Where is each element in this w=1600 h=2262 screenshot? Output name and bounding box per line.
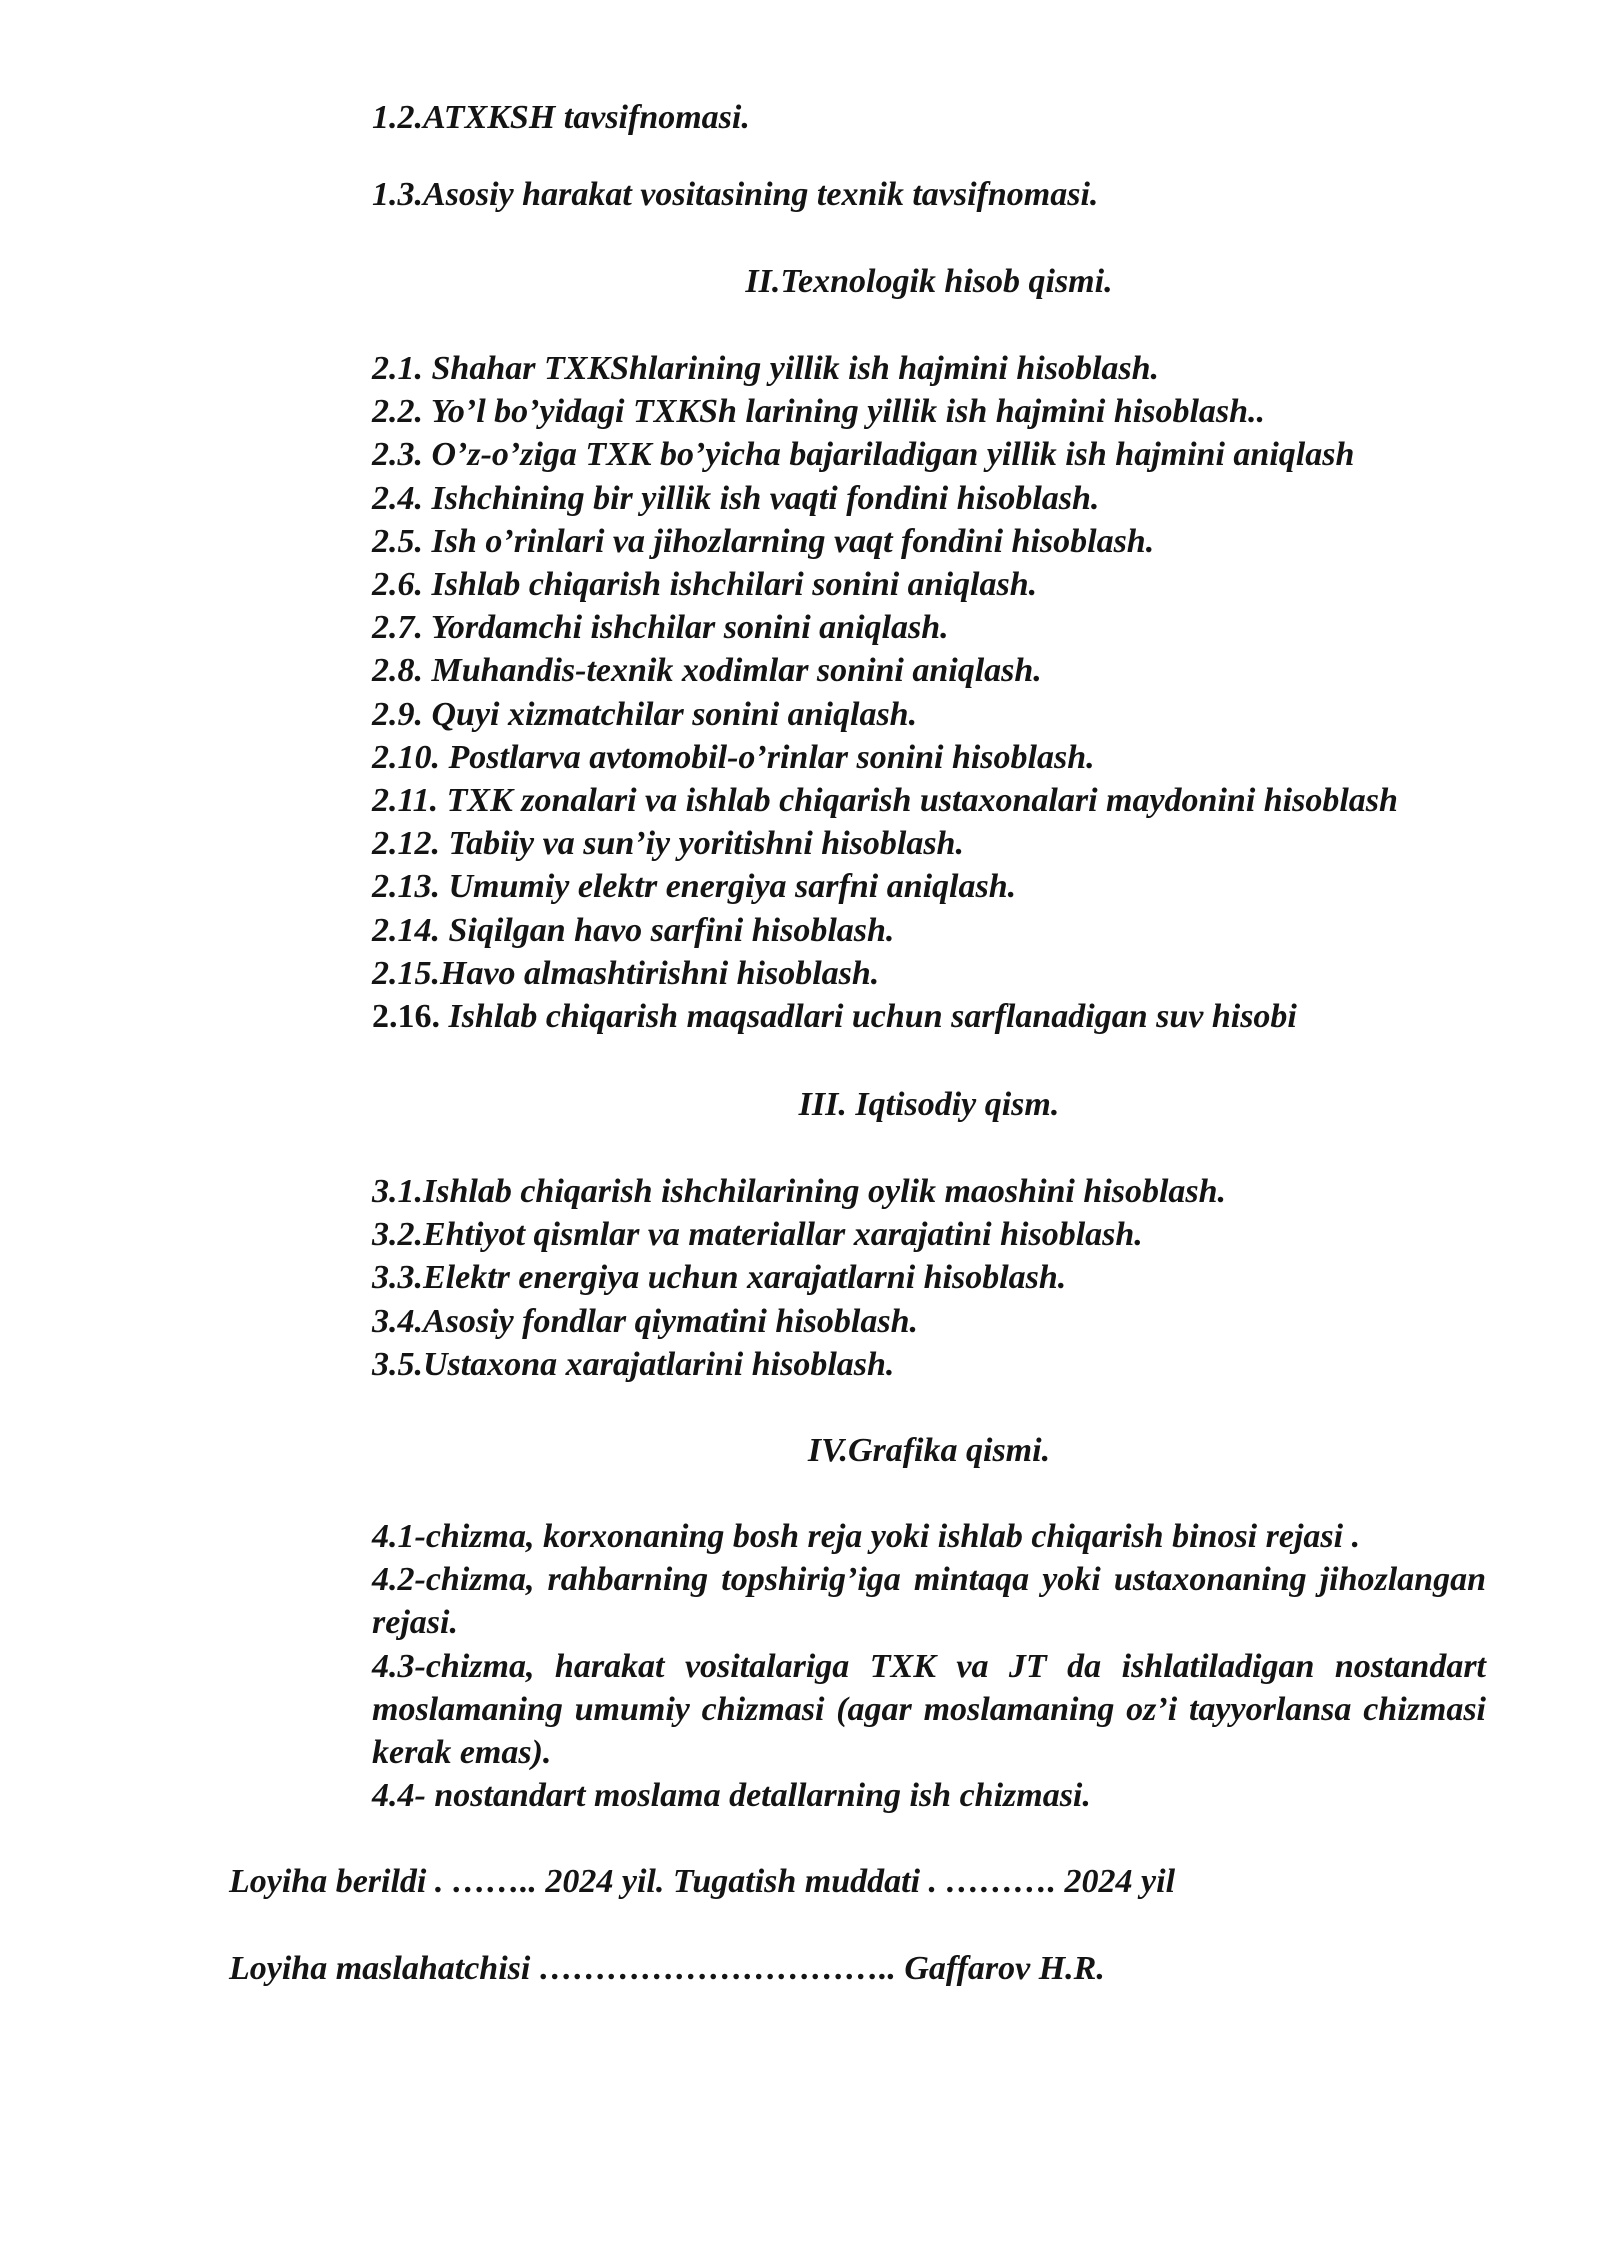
list-item: 4.2-chizma, rahbarning topshirig’iga mintaqa yoki ustaxonaning jihozlangan rejasi. [372,1561,1486,1642]
project-consultant-line: Loyiha maslahatchisi ………………………….. Gaffarov H.R. [229,1950,1105,1987]
part2-list [372,347,1486,1038]
project-issued-line: Loyiha berildi . …….. 2024 yil. Tugatish muddati . ………. 2024 yil [229,1863,1176,1900]
section-heading-technological: II.Texnologik hisob qismi. [745,263,1113,300]
list-item: 3.5.Ustaxona xarajatlarini hisoblash. [372,1345,895,1383]
section-heading-economic: III. Iqtisodiy qism. [798,1086,1060,1123]
list-item: 1.3.Asosiy harakat vositasining texnik tavsifnomasi. [372,176,1099,213]
list-item: 1.2.ATXKSH tavsifnomasi. [372,99,750,136]
list-item: 4.3-chizma, harakat vositalariga TXK va JT da ishlatiladigan nostandart moslamaning umumiy chizmasi (agar moslamaning oz’i tayyorlansa chizmasi kerak emas). [372,1647,1486,1772]
part1-list [372,96,1486,139]
section-heading-graphics: IV.Grafika qismi. [807,1432,1051,1469]
list-item: 2.3. O’z-o’ziga TXK bo’yicha bajariladigan yillik ish hajmini aniqlash [372,436,1355,474]
list-item: 2.12. Tabiiy va sun’iy yoritishni hisoblash. [372,825,964,863]
item-number: 2.16. [372,998,440,1036]
part1-list-cont [372,173,1486,216]
list-item: 2.8. Muhandis-texnik xodimlar sonini aniqlash. [372,652,1042,690]
list-item: 2.10. Postlarva avtomobil-o’rinlar sonini hisoblash. [372,738,1095,776]
list-item: 2.14. Siqilgan havo sarfini hisoblash. [372,911,895,949]
list-item: 2.11. TXK zonalari va ishlab chiqarish ustaxonalari maydonini hisoblash [372,782,1398,820]
list-item: 3.1.Ishlab chiqarish ishchilarining oylik maoshini hisoblash. [372,1173,1227,1210]
list-item [372,995,1486,1038]
list-item: 2.4. Ishchining bir yillik ish vaqti fondini hisoblash. [372,479,1100,517]
list-item: 4.4- nostandart moslama detallarning ish chizmasi. [372,1777,1091,1815]
list-item: 2.7. Yordamchi ishchilar sonini aniqlash. [372,609,949,647]
part3-list [372,1170,1486,1386]
list-item: 2.9. Quyi xizmatchilar sonini aniqlash. [372,695,918,733]
list-item: 2.15.Havo almashtirishni hisoblash. [372,954,880,992]
list-item: 3.4.Asosiy fondlar qiymatini hisoblash. [372,1302,918,1340]
list-item: 2.2. Yo’l bo’yidagi TXKSh larining yillik ish hajmini hisoblash.. [372,393,1266,431]
list-item: 4.1-chizma, korxonaning bosh reja yoki ishlab chiqarish binosi rejasi . [372,1518,1361,1555]
list-item: 2.6. Ishlab chiqarish ishchilari sonini aniqlash. [372,566,1038,604]
list-item: 2.1. Shahar TXKShlarining yillik ish hajmini hisoblash. [372,350,1160,387]
list-item: 2.5. Ish o’rinlari va jihozlarning vaqt fondini hisoblash. [372,522,1155,560]
item-text: Ishlab chiqarish maqsadlari uchun sarflanadigan suv hisobi [440,998,1297,1036]
list-item: 3.3.Elektr energiya uchun xarajatlarni hisoblash. [372,1259,1067,1297]
part4-list [372,1515,1486,1817]
list-item: 3.2.Ehtiyot qismlar va materiallar xarajatini hisoblash. [372,1216,1143,1254]
list-item: 2.13. Umumiy elektr energiya sarfni aniqlash. [372,868,1017,906]
